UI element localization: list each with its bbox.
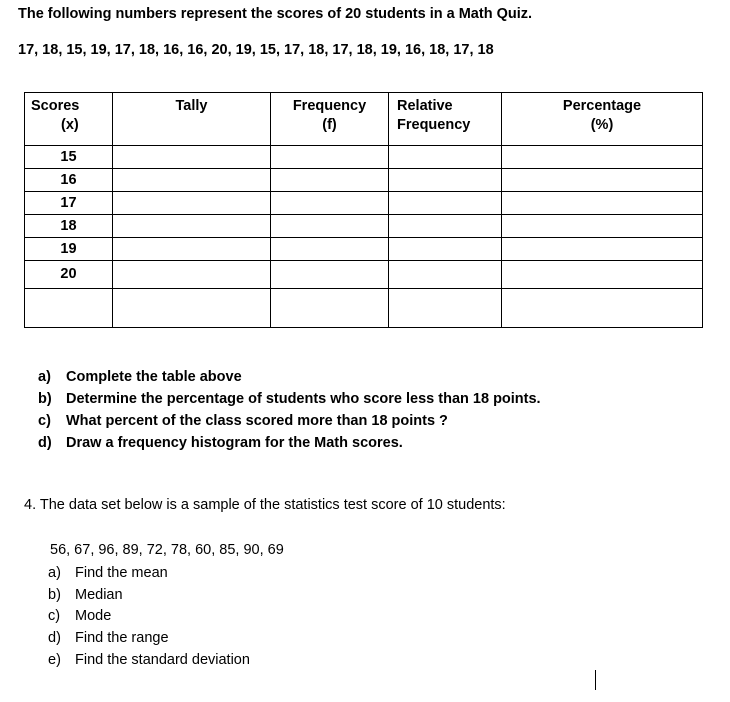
header-percentage-label: Percentage [562,98,642,114]
question-item [38,432,541,454]
relative-frequency-cell[interactable] [389,215,502,238]
question-text: Complete the table above [66,369,242,385]
task-item [48,650,250,672]
table-total-row [25,289,703,328]
frequency-cell[interactable] [271,238,389,261]
task-item [48,563,250,585]
task-item [48,585,250,607]
question-letter: c) [38,413,51,429]
header-percentage [502,93,703,146]
relative-frequency-cell[interactable] [389,261,502,289]
relative-frequency-cell[interactable] [389,146,502,169]
score-cell: 15 [25,146,113,169]
question-text: What percent of the class scored more than 18 points ? [66,413,448,429]
task-item [48,628,250,650]
task-text: Mode [75,608,112,625]
header-relative-label: Relative [397,98,453,114]
task-text: Find the mean [75,565,168,581]
relative-frequency-cell[interactable] [389,192,502,215]
total-relative-frequency-cell[interactable] [389,289,502,328]
score-cell: 18 [25,215,113,238]
tally-cell[interactable] [113,261,271,289]
task-text: Median [75,586,123,603]
score-cell: 16 [25,169,113,192]
relative-frequency-cell[interactable] [389,238,502,261]
header-relative-label-2: Frequency [397,117,471,133]
table-row [25,146,703,169]
score-cell: 20 [25,261,113,289]
section4-data: 56, 67, 96, 89, 72, 78, 60, 85, 90, 69 [50,542,284,558]
tally-cell[interactable] [113,146,271,169]
tally-cell[interactable] [113,215,271,238]
frequency-cell[interactable] [271,192,389,215]
section4-title: 4. The data set below is a sample of the statistics test score of 10 students: [24,497,506,513]
question-text: Determine the percentage of students who score less than 18 points. [66,391,541,407]
total-score-cell[interactable] [25,289,113,328]
table-row [25,238,703,261]
question-letter: b) [38,391,52,407]
frequency-table [24,92,703,328]
score-cell: 17 [25,192,113,215]
section4-task-list [48,563,250,672]
percentage-cell[interactable] [502,169,703,192]
task-item [48,606,250,628]
task-letter: b) [48,586,61,603]
frequency-cell[interactable] [271,215,389,238]
tally-cell[interactable] [113,169,271,192]
question-letter: d) [38,435,52,451]
question-item [38,388,541,410]
task-text: Find the range [75,630,169,647]
header-tally [113,93,271,146]
question-item [38,366,541,388]
frequency-cell[interactable] [271,146,389,169]
percentage-cell[interactable] [502,238,703,261]
task-letter: a) [48,565,61,581]
header-scores-symbol: (x) [61,117,79,133]
intro-text: The following numbers represent the scores of 20 students in a Math Quiz. [18,6,533,22]
scores-list: 17, 18, 15, 19, 17, 18, 16, 16, 20, 19, 15, 17, 18, 17, 18, 19, 16, 18, 17, 18 [18,42,494,58]
header-frequency [271,93,389,146]
table-row [25,215,703,238]
total-percentage-cell[interactable] [502,289,703,328]
task-text: Find the standard deviation [75,651,250,668]
tally-cell[interactable] [113,192,271,215]
tally-cell[interactable] [113,238,271,261]
header-relative-frequency [389,93,502,146]
percentage-cell[interactable] [502,146,703,169]
header-scores [25,93,113,146]
table-row [25,261,703,289]
header-percentage-symbol: (%) [590,117,614,133]
question-item [38,410,541,432]
task-letter: d) [48,630,61,647]
header-tally-label: Tally [175,98,208,114]
table-row [25,169,703,192]
text-cursor [595,670,596,690]
header-frequency-label: Frequency [292,98,367,114]
frequency-cell[interactable] [271,261,389,289]
table-header-row [25,93,703,146]
total-tally-cell[interactable] [113,289,271,328]
table-row [25,192,703,215]
score-cell: 19 [25,238,113,261]
total-frequency-cell[interactable] [271,289,389,328]
task-letter: c) [48,608,61,625]
question-text: Draw a frequency histogram for the Math scores. [66,435,403,451]
header-frequency-symbol: (f) [322,117,337,133]
relative-frequency-cell[interactable] [389,169,502,192]
question-list [38,366,541,454]
task-letter: e) [48,651,61,668]
header-scores-label: Scores [31,98,80,114]
question-letter: a) [38,369,51,385]
percentage-cell[interactable] [502,261,703,289]
frequency-cell[interactable] [271,169,389,192]
percentage-cell[interactable] [502,192,703,215]
percentage-cell[interactable] [502,215,703,238]
